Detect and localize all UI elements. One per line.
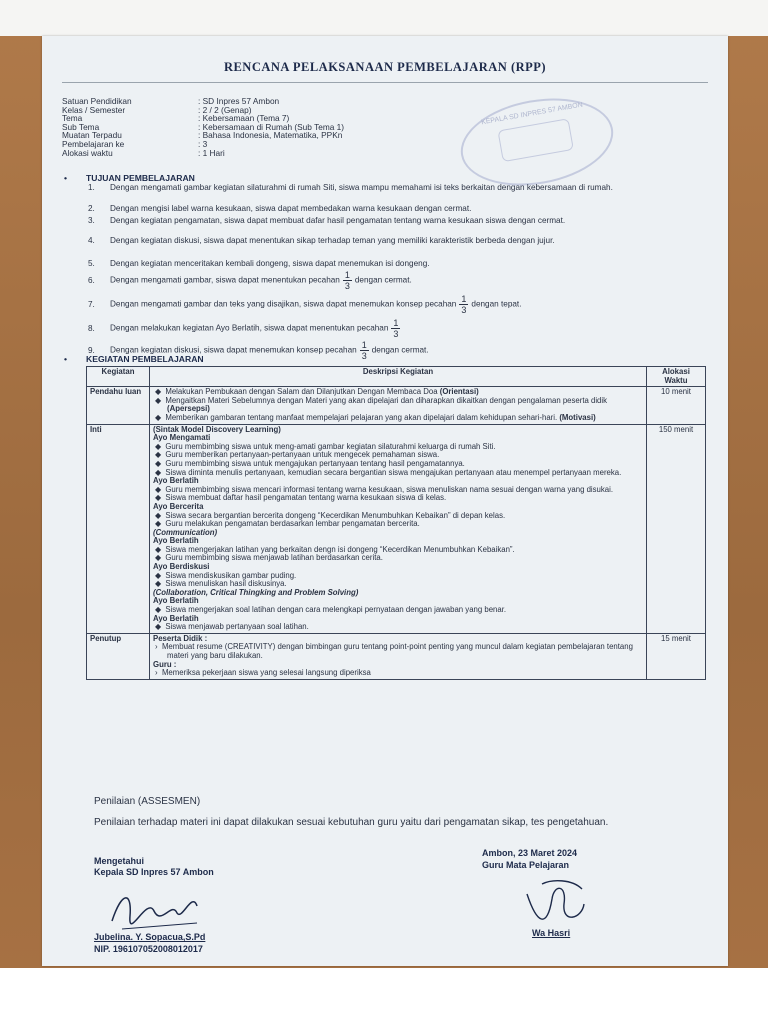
tujuan-text: Dengan kegiatan pengamatan, siswa dapat membuat dafar hasil pengamatan tentang warna kesukaan siswa dengan cermat. bbox=[110, 216, 566, 225]
tujuan-text: Dengan mengamati gambar kegiatan silaturahmi di rumah Siti, siswa mampu memahami isi teks berkaitan dengan kebersamaan di rumah. bbox=[110, 183, 613, 192]
tujuan-text: Dengan kegiatan menceritakan kembali dongeng, siswa dapat menemukan isi dongeng. bbox=[110, 259, 430, 268]
bottom-white-strip bbox=[0, 968, 768, 1024]
inti-item: ◆ Guru melakukan pengamatan berdasarkan lembar pengamatan bercerita. bbox=[155, 519, 420, 529]
header-deskripsi: Deskripsi Kegiatan bbox=[150, 367, 647, 387]
meta-key: Sub Tema bbox=[62, 121, 100, 132]
meta-value: : 2 / 2 (Genap) bbox=[198, 104, 252, 115]
inti-block-heading: Ayo Berlatih bbox=[153, 596, 199, 606]
tujuan-number: 3. bbox=[88, 216, 95, 225]
meta-key: Pembelajaran ke bbox=[62, 138, 125, 149]
inti-item: ◆ Guru membimbing siswa untuk meng-amati gambar kegiatan silaturahmi keluarga di rumah Siti. bbox=[155, 441, 496, 451]
penutup-guru-heading: Guru : bbox=[153, 659, 177, 669]
inti-item: ◆ Siswa mendiskusikan gambar puding. bbox=[155, 570, 297, 580]
school-stamp bbox=[454, 87, 620, 196]
penilaian-text: Penilaian terhadap materi ini dapat dilakukan sesuai kebutuhan guru yaitu dari pengamatan sikap, tes pengetahuan. bbox=[94, 817, 609, 828]
table-header-row bbox=[87, 367, 706, 387]
tujuan-item bbox=[88, 259, 708, 268]
right-sign-title: Guru Mata Pelajaran bbox=[482, 860, 570, 870]
tujuan-number: 2. bbox=[88, 204, 95, 213]
inti-time: 150 menit bbox=[647, 424, 706, 633]
tujuan-item bbox=[88, 183, 708, 192]
inti-description bbox=[150, 424, 647, 633]
meta-value: : SD Inpres 57 Ambon bbox=[198, 96, 280, 106]
pendahuluan-item: ◆ Mengaitkan Materi Sebelumnya dengan Materi yang akan dipelajari dan diharapkan dikaitkan dengan pengalaman peserta didik (Apersepsi) bbox=[155, 395, 608, 414]
kegiatan-heading: • KEGIATAN PEMBELAJARAN bbox=[64, 354, 204, 364]
inti-label: Inti bbox=[87, 424, 150, 633]
left-sign-title-2: Kepala SD Inpres 57 Ambon bbox=[94, 867, 214, 877]
inti-item: ◆ Siswa menjawab pertanyaan soal latihan. bbox=[155, 622, 309, 632]
header-kegiatan: Kegiatan bbox=[87, 367, 150, 387]
tujuan-number: 7. bbox=[88, 299, 95, 309]
table-row-inti bbox=[87, 424, 706, 633]
tujuan-text: Dengan kegiatan diskusi, siswa dapat menemukan konsep pecahan bbox=[110, 345, 357, 355]
meta-value: : 1 Hari bbox=[198, 147, 225, 158]
penutup-peserta-item: › Membuat resume (CREATIVITY) dengan bimbingan guru tentang point-point penting yang muncul dalam kegiatan pembelajaran tentang materi yang baru dilakukan. bbox=[155, 642, 633, 660]
inti-item: ◆ Guru memberikan pertanyaan-pertanyaan untuk mengecek pemahaman siswa. bbox=[155, 450, 440, 460]
tujuan-number: 5. bbox=[88, 259, 95, 268]
pendahuluan-item: ◆ Memberikan gambaran tentang manfaat mempelajari pelajaran yang akan dipelajari dalam kehidupan sehari-hari. (Motivasi) bbox=[155, 412, 596, 422]
inti-item: ◆ Siswa menuliskan hasil diskusinya. bbox=[155, 579, 287, 589]
inti-block-heading: Ayo Mengamati bbox=[153, 433, 211, 443]
kegiatan-table bbox=[86, 366, 706, 680]
fraction-one-third: $\frac{1}{3}$ bbox=[344, 270, 350, 291]
inti-item: ◆ Siswa membuat daftar hasil pengamatan tentang warna kesukaan siswa di kelas. bbox=[155, 493, 447, 503]
tujuan-item-fraction bbox=[88, 294, 708, 315]
tujuan-text-end: dengan cermat. bbox=[371, 345, 429, 355]
stamp-inner-box bbox=[497, 118, 573, 162]
inti-block-heading: Ayo Berdiskusi bbox=[153, 562, 210, 572]
inti-item: ◆ Guru membimbing siswa menjawab latihan berdasarkan cerita. bbox=[155, 553, 383, 563]
meta-value: : Bahasa Indonesia, Matematika, PPKn bbox=[198, 130, 343, 141]
meta-row bbox=[62, 149, 344, 158]
fraction-one-third: $\frac{1}{3}$ bbox=[461, 294, 467, 315]
inti-block-heading: Ayo Berlatih bbox=[153, 536, 199, 546]
tujuan-text-end: dengan cermat. bbox=[354, 275, 412, 285]
top-white-strip bbox=[0, 0, 768, 36]
inti-item: ◆ Guru membimbing siswa untuk mengajukan pertanyaan tentang hasil pengamatannya. bbox=[155, 458, 465, 468]
penutup-label: Penutup bbox=[87, 633, 150, 679]
inti-item: ◆ Guru membimbing siswa mencari informasi tentang warna kesukaan, siswa menuliskan nama sesuai dengan warna yang disukai. bbox=[155, 484, 614, 494]
meta-key: Muatan Terpadu bbox=[62, 130, 122, 141]
inti-block-heading: Ayo Bercerita bbox=[153, 501, 204, 511]
pendahuluan-description bbox=[150, 387, 647, 424]
pendahuluan-label: Pendahu luan bbox=[87, 387, 150, 424]
meta-value: : Kebersamaan di Rumah (Sub Tema 1) bbox=[198, 121, 345, 132]
penutup-peserta-heading: Peserta Didik : bbox=[153, 633, 208, 643]
identity-block bbox=[62, 97, 344, 157]
right-signature-scribble bbox=[512, 874, 602, 934]
fraction-one-third: $\frac{1}{3}$ bbox=[393, 318, 399, 339]
title-divider bbox=[62, 82, 708, 83]
tujuan-text: Dengan mengamati gambar dan teks yang disajikan, siswa dapat menemukan konsep pecahan bbox=[110, 299, 457, 309]
tujuan-item-fraction bbox=[88, 318, 708, 339]
inti-item: ◆ Siswa diminta menulis pertanyaan, kemudian secara bergantian siswa mengajukan pertanyaan atau menempel pertanyaan mereka. bbox=[155, 467, 622, 477]
tujuan-number: 8. bbox=[88, 323, 95, 333]
meta-key: Satuan Pendidikan bbox=[62, 96, 132, 106]
document-page bbox=[42, 36, 728, 966]
tujuan-text: Dengan kegiatan diskusi, siswa dapat menentukan sikap terhadap teman yang memiliki karakteristik berbeda dengan jujur. bbox=[110, 236, 555, 245]
tujuan-text: Dengan mengamati gambar, siswa dapat menentukan pecahan bbox=[110, 275, 340, 285]
tujuan-item bbox=[88, 236, 708, 245]
left-signature-scribble bbox=[102, 881, 212, 936]
inti-item: ◆ Siswa secara bergantian bercerita dongeng “Kecerdikan Menumbuhkan Kebaikan” di depan kelas. bbox=[155, 510, 506, 520]
document-title: RENCANA PELAKSANAAN PEMBELAJARAN (RPP) bbox=[223, 60, 547, 74]
inti-block-note: (Communication) bbox=[153, 527, 218, 537]
tujuan-item-fraction bbox=[88, 270, 708, 291]
tujuan-item bbox=[88, 216, 708, 225]
inti-item: ◆ Siswa mengerjakan soal latihan dengan cara melengkapi pernyataan dengan jawaban yang benar. bbox=[155, 605, 507, 615]
inti-item: ◆ Siswa mengerjakan latihan yang berkaitan dengn isi dongeng “Kecerdikan Menumbuhkan Kebaikan”. bbox=[155, 544, 515, 554]
tujuan-number: 1. bbox=[88, 183, 95, 192]
inti-block-heading: Ayo Berlatih bbox=[153, 613, 199, 623]
inti-block-note: (Collaboration, Critical Thingking and Problem Solving) bbox=[153, 587, 359, 597]
tujuan-heading: • TUJUAN PEMBELAJARAN bbox=[64, 173, 195, 183]
fraction-one-third: $\frac{1}{3}$ bbox=[361, 340, 367, 361]
tujuan-item bbox=[88, 204, 708, 213]
penutup-description bbox=[150, 633, 647, 679]
penilaian-heading: Penilaian (ASSESMEN) bbox=[94, 796, 201, 807]
right-sign-place-date: Ambon, 23 Maret 2024 bbox=[482, 848, 578, 858]
penutup-time: 15 menit bbox=[647, 633, 706, 679]
left-sign-nip: NIP. 196107052008012017 bbox=[94, 944, 203, 954]
tujuan-number: 6. bbox=[88, 275, 95, 285]
stamp-text: KEPALA SD INPRES 57 AMBON bbox=[480, 101, 584, 127]
tujuan-number: 4. bbox=[88, 236, 95, 245]
penutup-guru-item: › Memeriksa pekerjaan siswa yang selesai langsung diperiksa bbox=[155, 668, 371, 678]
pendahuluan-item: ◆ Melakukan Pembukaan dengan Salam dan Dilanjutkan Dengan Membaca Doa (Orientasi) bbox=[155, 387, 479, 397]
table-row-pendahuluan bbox=[87, 387, 706, 424]
tujuan-number: 9. bbox=[88, 345, 95, 355]
right-sign-name: Wa Hasri bbox=[532, 928, 571, 938]
meta-value: : Kebersamaan (Tema 7) bbox=[198, 113, 290, 124]
meta-key: Alokasi waktu bbox=[62, 147, 113, 158]
meta-key: Kelas / Semester bbox=[62, 104, 126, 115]
inti-model: (Sintak Model Discovery Learning) bbox=[153, 424, 281, 434]
header-alokasi: Alokasi Waktu bbox=[647, 367, 706, 387]
left-sign-name: Jubelina. Y. Sopacua,S.Pd bbox=[94, 932, 206, 942]
tujuan-text: Dengan melakukan kegiatan Ayo Berlatih, siswa dapat menentukan pecahan bbox=[110, 323, 389, 333]
meta-key: Tema bbox=[62, 113, 83, 124]
left-sign-title-1: Mengetahui bbox=[94, 856, 145, 866]
table-row-penutup bbox=[87, 633, 706, 679]
pendahuluan-time: 10 menit bbox=[647, 387, 706, 424]
tujuan-text: Dengan mengisi label warna kesukaan, siswa dapat membedakan warna kesukaan dengan cermat. bbox=[110, 204, 472, 213]
meta-value: : 3 bbox=[198, 138, 208, 149]
inti-block-heading: Ayo Berlatih bbox=[153, 476, 199, 486]
tujuan-text-end: dengan tepat. bbox=[471, 299, 522, 309]
